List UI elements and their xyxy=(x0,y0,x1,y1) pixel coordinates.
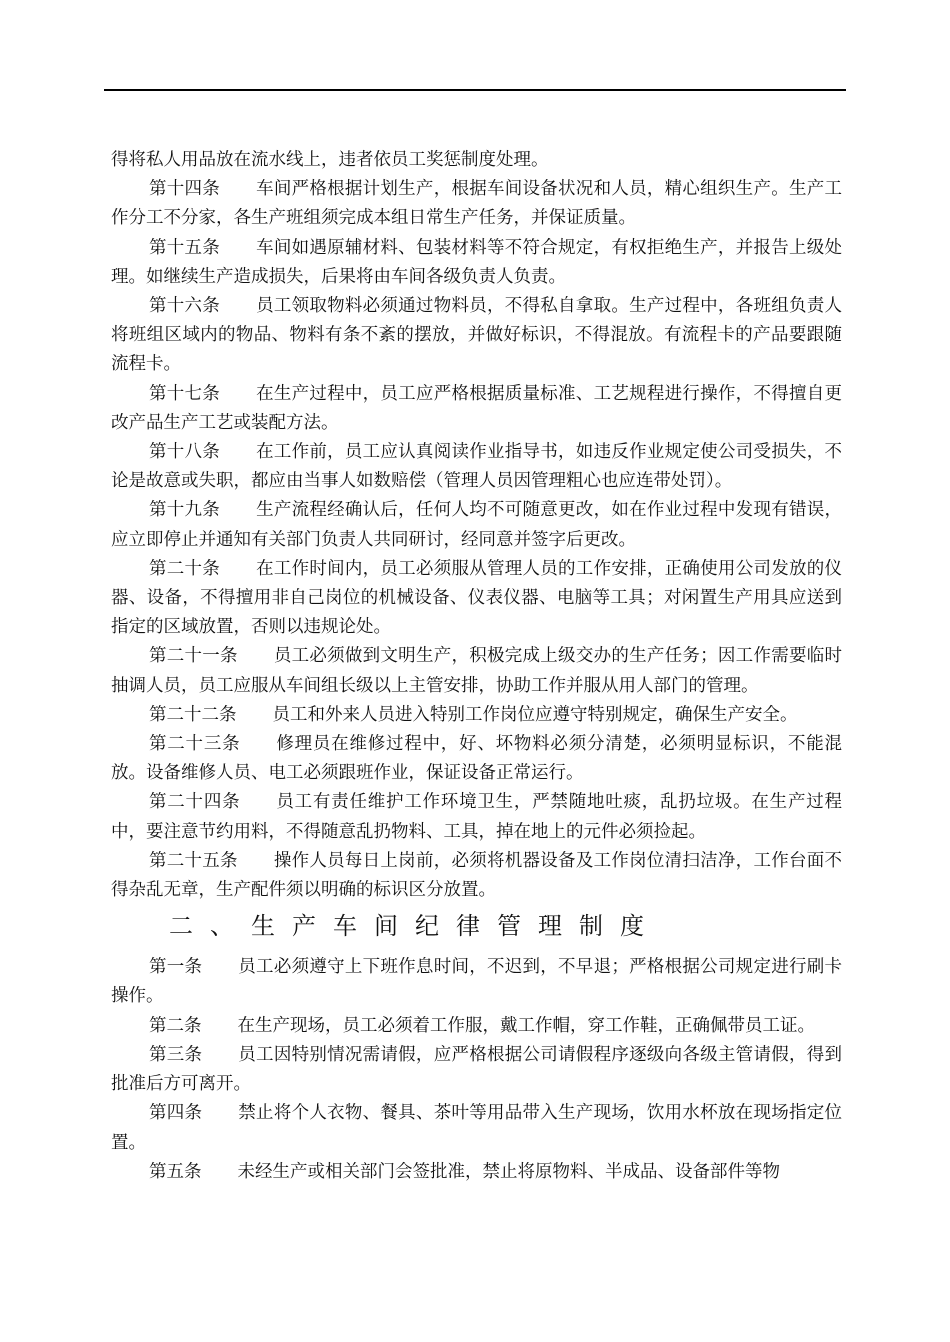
article-text: 车间严格根据计划生产，根据车间设备状况和人员，精心组织生产。生产工作分工不分家，各生产班组须完成本组日常生产任务，并保证质量。 xyxy=(111,179,843,229)
article-number: 第十六条 xyxy=(149,296,221,317)
article-number: 第二十三条 xyxy=(149,734,241,755)
section-title: 二、生产车间纪律管理制度 xyxy=(169,912,661,941)
article-number: 第十八条 xyxy=(149,442,221,463)
article-number: 第四条 xyxy=(149,1103,203,1124)
article-paragraph xyxy=(111,175,842,233)
article-text: 生产流程经确认后，任何人均不可随意更改，如在作业过程中发现有错误，应立即停止并通知有关部门负责人共同研讨，经同意并签字后更改。 xyxy=(111,500,843,550)
article-number: 第十四条 xyxy=(149,179,221,200)
article-paragraph xyxy=(111,496,842,554)
section-one-articles xyxy=(111,175,842,905)
article-text: 未经生产或相关部门会签批准，禁止将原物料、半成品、设备部件等物 xyxy=(237,1161,780,1182)
article-number: 第二十一条 xyxy=(149,646,238,667)
header-rule xyxy=(104,89,846,91)
article-number: 第一条 xyxy=(149,957,203,978)
article-text: 车间如遇原辅材料、包装材料等不符合规定，有权拒绝生产，并报告上级处理。如继续生产造成损失，后果将由车间各级负责人负责。 xyxy=(111,237,843,287)
article-paragraph xyxy=(111,1158,842,1187)
article-number: 第二十条 xyxy=(149,558,221,579)
article-paragraph xyxy=(111,953,842,1011)
article-text: 禁止将个人衣物、餐具、茶叶等用品带入生产现场，饮用水杯放在现场指定位置。 xyxy=(111,1103,843,1153)
article-number: 第二十五条 xyxy=(149,850,238,871)
article-text: 在工作前，员工应认真阅读作业指导书，如违反作业规定使公司受损失，不论是故意或失职，都应由当事人如数赔偿（管理人员因管理粗心也应连带处罚）。 xyxy=(111,442,843,492)
article-paragraph xyxy=(111,292,842,380)
continuation-text: 得将私人用品放在流水线上，违者依员工奖惩制度处理。 xyxy=(111,150,549,170)
article-paragraph xyxy=(111,642,842,700)
article-number: 第五条 xyxy=(149,1161,202,1182)
article-number: 第二十二条 xyxy=(149,704,237,725)
article-text: 员工因特别情况需请假，应严格根据公司请假程序逐级向各级主管请假，得到批准后方可离开。 xyxy=(111,1044,843,1095)
article-paragraph xyxy=(111,701,842,730)
article-paragraph xyxy=(111,730,842,788)
article-paragraph xyxy=(111,380,842,438)
article-paragraph xyxy=(111,1012,842,1041)
article-number: 第二十四条 xyxy=(149,792,241,813)
article-text: 员工领取物料必须通过物料员，不得私自拿取。生产过程中，各班组负责人将班组区域内的物品、物料有条不紊的摆放，并做好标识，不得混放。有流程卡的产品要跟随流程卡。 xyxy=(111,296,843,375)
article-paragraph xyxy=(111,1041,842,1099)
article-text: 在工作时间内，员工必须服从管理人员的工作安排，正确使用公司发放的仪器、设备，不得擅用非自己岗位的机械设备、仪表仪器、电脑等工具；对闲置生产用具应送到指定的区域放置，否则以违规论处。 xyxy=(111,558,843,638)
article-text: 在生产现场，员工必须着工作服，戴工作帽，穿工作鞋，正确佩带员工证。 xyxy=(237,1015,815,1036)
article-text: 员工有责任维护工作环境卫生，严禁随地吐痰，乱扔垃圾。在生产过程中，要注意节约用料，不得随意乱扔物料、工具，掉在地上的元件必须捡起。 xyxy=(111,792,842,842)
article-paragraph xyxy=(111,555,842,643)
article-text: 操作人员每日上岗前，必须将机器设备及工作岗位清扫洁净，工作台面不得杂乱无章，生产配件须以明确的标识区分放置。 xyxy=(111,850,843,901)
article-paragraph xyxy=(111,788,842,846)
article-text: 员工和外来人员进入特别工作岗位应遵守特别规定，确保生产安全。 xyxy=(272,704,798,725)
article-paragraph xyxy=(111,234,842,292)
article-paragraph xyxy=(111,1099,842,1157)
article-number: 第十九条 xyxy=(149,500,221,521)
section-two-articles xyxy=(111,953,842,1187)
article-number: 第十五条 xyxy=(149,237,221,258)
article-text: 员工必须做到文明生产，积极完成上级交办的生产任务；因工作需要临时抽调人员，员工应服从车间组长级以上主管安排，协助工作并服从用人部门的管理。 xyxy=(111,646,843,696)
article-paragraph xyxy=(111,847,842,905)
article-text: 在生产过程中，员工应严格根据质量标准、工艺规程进行操作，不得擅自更改产品生产工艺或装配方法。 xyxy=(111,383,843,433)
article-paragraph xyxy=(111,438,842,496)
article-number: 第三条 xyxy=(149,1044,203,1065)
article-number: 第二条 xyxy=(149,1015,202,1036)
article-text: 员工必须遵守上下班作息时间，不迟到，不早退；严格根据公司规定进行刷卡操作。 xyxy=(111,957,843,1007)
article-number: 第十七条 xyxy=(149,383,221,404)
document-body xyxy=(111,146,842,1187)
article-text: 修理员在维修过程中，好、坏物料必须分清楚，必须明显标识，不能混放。设备维修人员、电工必须跟班作业，保证设备正常运行。 xyxy=(111,734,842,784)
